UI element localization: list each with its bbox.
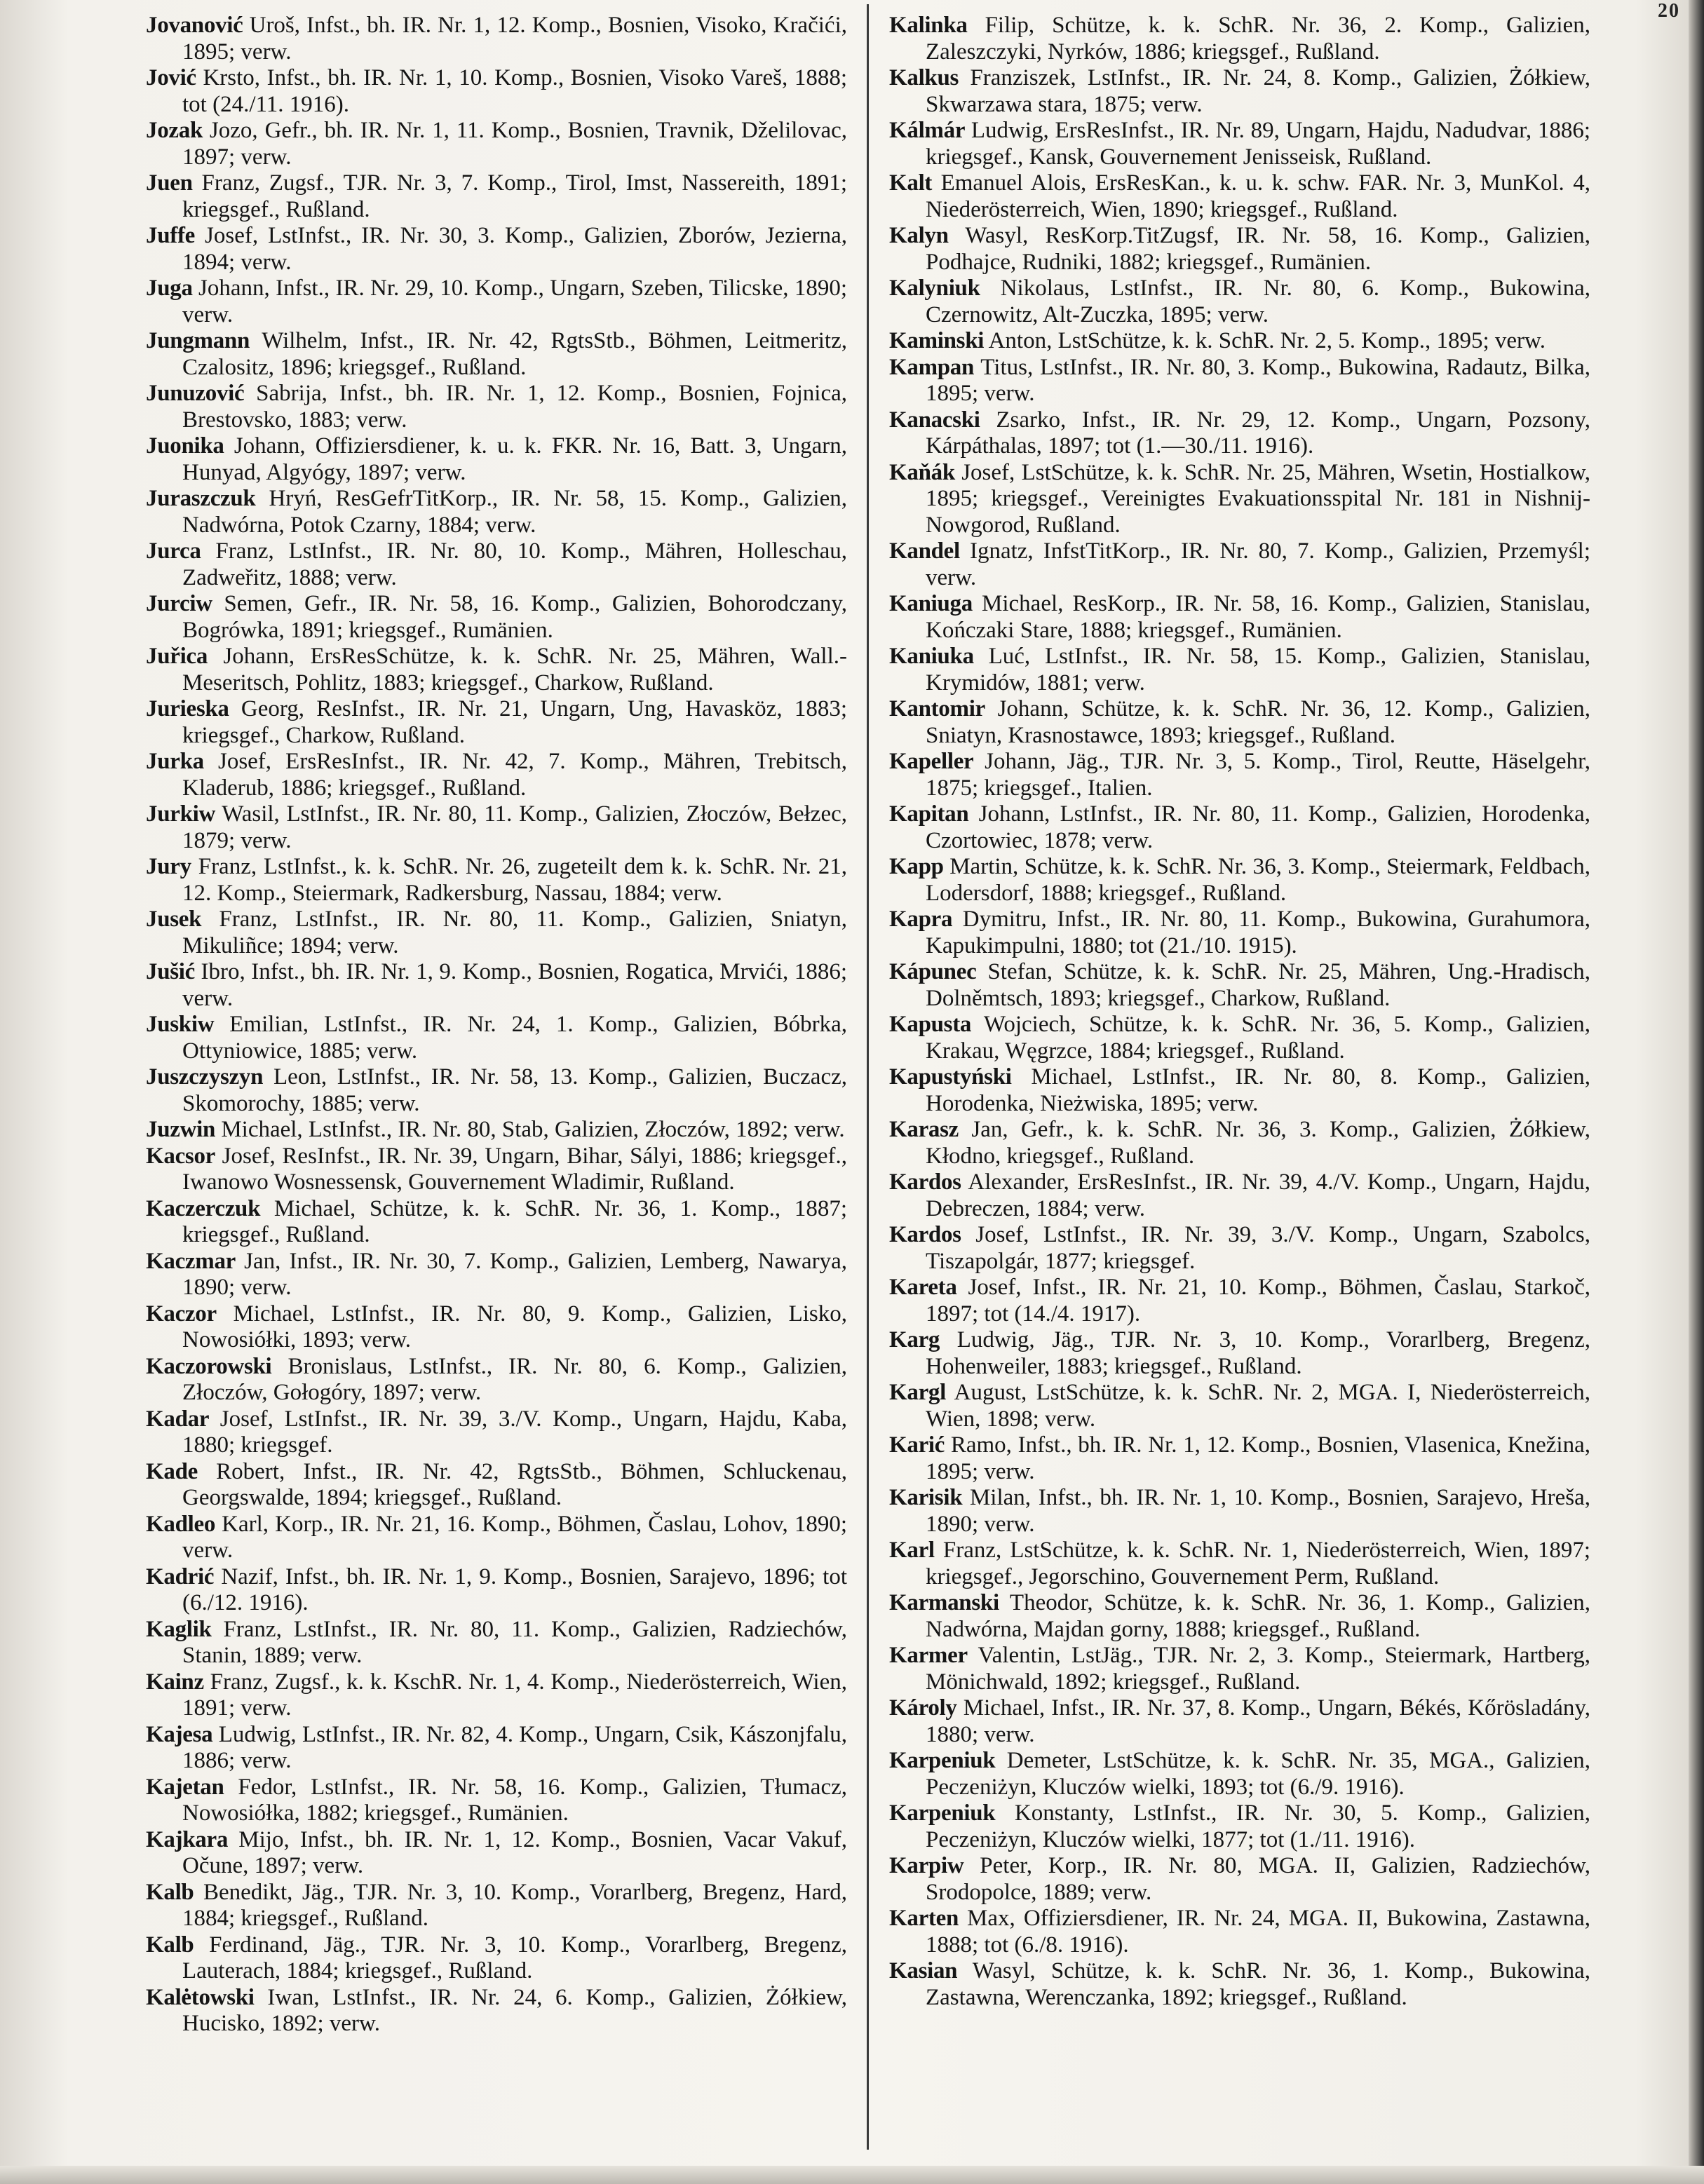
casualty-entry	[146, 538, 847, 591]
entry-details: Titus, LstInfst., IR. Nr. 80, 3. Komp., Bukowina, Radautz, Bilka, 1895; verw.	[926, 354, 1590, 406]
entry-surname: Kaminski	[889, 328, 985, 353]
entry-surname: Jusek	[146, 907, 202, 932]
casualty-entry	[889, 1695, 1590, 1748]
entry-details: Michael, Infst., IR. Nr. 37, 8. Komp., Ungarn, Békés, Kőrösladány, 1880; verw.	[926, 1695, 1590, 1747]
entry-details: Johann, LstInfst., IR. Nr. 80, 11. Komp., Galizien, Horodenka, Czortowiec, 1878; verw.	[926, 801, 1590, 853]
column-divider	[867, 4, 869, 2150]
casualty-entry	[889, 13, 1590, 65]
entry-surname: Kalyn	[889, 223, 949, 248]
entry-surname: Kalkus	[889, 65, 959, 90]
entry-details: Nikolaus, LstInfst., IR. Nr. 80, 6. Komp., Bukowina, Czernowitz, Alt-Zuczka, 1895; verw.	[926, 276, 1590, 327]
entry-details: Ludwig, LstInfst., IR. Nr. 82, 4. Komp., Ungarn, Csik, Kászonjfalu, 1886; verw.	[182, 1721, 847, 1773]
casualty-entry	[146, 1617, 847, 1669]
casualty-entry	[889, 65, 1590, 118]
entry-details: Franz, LstSchütze, k. k. SchR. Nr. 1, Niederösterreich, Wien, 1897; kriegsgef., Jegorschino, Gouvernement Perm, Rußland.	[926, 1538, 1590, 1589]
casualty-entry	[146, 223, 847, 276]
entry-details: Johann, Offiziersdiener, k. u. k. FKR. Nr. 16, Batt. 3, Ungarn, Hunyad, Algyógy, 1897; verw.	[182, 433, 847, 485]
casualty-entry	[889, 749, 1590, 801]
casualty-entry	[889, 1012, 1590, 1064]
casualty-entry	[889, 355, 1590, 407]
entry-surname: Karisik	[889, 1485, 963, 1510]
casualty-entry	[146, 854, 847, 907]
casualty-entry	[889, 1222, 1590, 1275]
casualty-entry	[146, 1144, 847, 1196]
entry-details: Emilian, LstInfst., IR. Nr. 24, 1. Komp., Galizien, Bóbrka, Ottyniowice, 1885; verw.	[182, 1012, 847, 1064]
entry-surname: Karpeniuk	[889, 1800, 996, 1826]
entry-surname: Kapitan	[889, 801, 969, 827]
entry-surname: Kadleo	[146, 1511, 216, 1537]
entry-surname: Kaglik	[146, 1616, 212, 1642]
casualty-entry	[146, 486, 847, 538]
entry-surname: Jurca	[146, 538, 201, 564]
entry-details: Wojciech, Schütze, k. k. SchR. Nr. 36, 5. Komp., Galizien, Krakau, Węgrzce, 1884; kriegsgef., Rußland.	[926, 1012, 1590, 1064]
casualty-entry	[889, 170, 1590, 223]
entry-details: Johann, Jäg., TJR. Nr. 3, 5. Komp., Tirol, Reutte, Häselgehr, 1875; kriegsgef., Italien.	[926, 749, 1590, 801]
entry-details: Filip, Schütze, k. k. SchR. Nr. 36, 2. Komp., Galizien, Zaleszczyki, Nyrków, 1886; kriegsgef., Rußland.	[926, 13, 1590, 65]
casualty-entry	[889, 644, 1590, 696]
entry-details: Franz, LstInfst., IR. Nr. 80, 10. Komp., Mähren, Holleschau, Zadweřitz, 1888; verw.	[182, 538, 847, 590]
entry-surname: Jurieska	[146, 696, 229, 721]
entry-surname: Kajesa	[146, 1721, 213, 1747]
entry-details: Ludwig, Jäg., TJR. Nr. 3, 10. Komp., Vorarlberg, Bregenz, Hohenweiler, 1883; kriegsgef., Rußland.	[926, 1327, 1590, 1379]
casualty-entry	[889, 1275, 1590, 1327]
casualty-entry	[889, 1800, 1590, 1853]
entry-surname: Kapp	[889, 854, 944, 879]
entry-surname: Kardos	[889, 1169, 961, 1195]
casualty-entry	[889, 1538, 1590, 1590]
entry-details: Theodor, Schütze, k. k. SchR. Nr. 36, 1. Komp., Galizien, Nadwórna, Majdan gorny, 1888; kriegsgef., Rußland.	[926, 1590, 1590, 1642]
casualty-entry	[146, 1827, 847, 1880]
entry-surname: Kalėtowski	[146, 1984, 255, 2010]
entry-details: Jozo, Gefr., bh. IR. Nr. 1, 11. Komp., Bosnien, Travnik, Dželilovac, 1897; verw.	[182, 118, 847, 170]
entry-details: Leon, LstInfst., IR. Nr. 58, 13. Komp., Galizien, Buczacz, Skomorochy, 1885; verw.	[182, 1064, 847, 1116]
entry-details: Josef, LstInfst., IR. Nr. 39, 3./V. Komp., Ungarn, Hajdu, Kaba, 1880; kriegsgef.	[182, 1406, 847, 1458]
casualty-entry	[146, 1985, 847, 2037]
casualty-entry	[889, 1169, 1590, 1222]
entry-details: Josef, Infst., IR. Nr. 21, 10. Komp., Böhmen, Časlau, Starkoč, 1897; tot (14./4. 1917).	[926, 1275, 1590, 1327]
casualty-entry	[889, 1748, 1590, 1800]
casualty-entry	[889, 1380, 1590, 1432]
entry-surname: Kalinka	[889, 13, 968, 38]
casualty-entry	[889, 328, 1590, 355]
entry-surname: Kaniuga	[889, 591, 973, 616]
casualty-entry	[146, 328, 847, 381]
entry-details: Johann, ErsResSchütze, k. k. SchR. Nr. 25, Mähren, Wall.-Meseritsch, Pohlitz, 1883; kriegsgef., Charkow, Rußland.	[182, 644, 847, 696]
casualty-entry	[146, 1012, 847, 1064]
entry-details: Josef, ErsResInfst., IR. Nr. 42, 7. Komp., Mähren, Trebitsch, Kladerub, 1886; kriegsgef., Rußland.	[182, 749, 847, 801]
entry-details: Franz, LstInfst., IR. Nr. 80, 11. Komp., Galizien, Radziechów, Stanin, 1889; verw.	[182, 1616, 847, 1668]
entry-surname: Kasian	[889, 1958, 958, 1983]
entry-surname: Jurciw	[146, 591, 212, 616]
casualty-entry	[146, 1301, 847, 1354]
casualty-entry	[889, 1958, 1590, 2011]
casualty-entry	[146, 1669, 847, 1722]
casualty-entry	[146, 907, 847, 959]
entry-surname: Jušić	[146, 959, 196, 984]
casualty-entry	[889, 959, 1590, 1012]
entry-details: Franz, Zugsf., TJR. Nr. 3, 7. Komp., Tirol, Imst, Nassereith, 1891; kriegsgef., Rußland.	[182, 170, 847, 222]
entry-surname: Kanacski	[889, 407, 980, 433]
entry-surname: Juzwin	[146, 1117, 216, 1142]
casualty-entry	[146, 1196, 847, 1249]
casualty-entry	[889, 854, 1590, 907]
entry-details: Valentin, LstJäg., TJR. Nr. 2, 3. Komp., Steiermark, Hartberg, Mönichwald, 1892; kriegsgef., Rußland.	[926, 1643, 1590, 1695]
entry-surname: Juonika	[146, 433, 224, 459]
entry-surname: Kalb	[146, 1932, 194, 1958]
entry-surname: Kapeller	[889, 749, 974, 774]
casualty-entry	[889, 1590, 1590, 1643]
casualty-entry	[889, 1906, 1590, 1958]
entry-surname: Juraszczuk	[146, 486, 256, 511]
entry-surname: Juskiw	[146, 1012, 215, 1037]
casualty-entry	[146, 1775, 847, 1827]
entry-surname: Kantomir	[889, 696, 985, 721]
entry-details: Emanuel Alois, ErsResKan., k. u. k. schw. FAR. Nr. 3, MunKol. 4, Niederösterreich, Wien, 1890; kriegsgef., Rußland.	[926, 170, 1590, 222]
casualty-entry	[146, 433, 847, 486]
entry-details: Michael, LstInfst., IR. Nr. 80, 8. Komp., Galizien, Horodenka, Nieżwiska, 1895; verw.	[926, 1064, 1590, 1116]
casualty-entry	[889, 1485, 1590, 1538]
entry-details: Josef, LstInfst., IR. Nr. 30, 3. Komp., Galizien, Zborów, Jezierna, 1894; verw.	[182, 223, 847, 275]
entry-surname: Karić	[889, 1432, 945, 1458]
page-number: 20	[1658, 0, 1680, 22]
entry-surname: Kaczerczuk	[146, 1195, 261, 1221]
entry-surname: Kaňák	[889, 459, 955, 485]
entry-details: Franziszek, LstInfst., IR. Nr. 24, 8. Komp., Galizien, Żółkiew, Skwarzawa stara, 1875; verw.	[926, 65, 1590, 117]
entry-surname: Kade	[146, 1458, 198, 1484]
casualty-entry	[146, 170, 847, 223]
casualty-entry	[889, 1643, 1590, 1695]
entry-details: Sabrija, Infst., bh. IR. Nr. 1, 12. Komp., Bosnien, Fojnica, Brestovsko, 1883; verw.	[182, 381, 847, 433]
entry-details: Ignatz, InfstTitKorp., IR. Nr. 80, 7. Komp., Galizien, Przemyśl; verw.	[926, 538, 1590, 590]
casualty-entry	[146, 1117, 847, 1144]
page-edge-shadow	[1689, 0, 1704, 2184]
entry-details: Jan, Infst., IR. Nr. 30, 7. Komp., Galizien, Lemberg, Nawarya, 1890; verw.	[182, 1248, 847, 1300]
entry-surname: Jurka	[146, 749, 204, 774]
entry-details: Josef, LstInfst., IR. Nr. 39, 3./V. Komp., Ungarn, Szabolcs, Tiszapolgár, 1877; kriegsgef.	[926, 1222, 1590, 1274]
entry-surname: Kaniuka	[889, 644, 974, 669]
entry-details: Luć, LstInfst., IR. Nr. 58, 15. Komp., Galizien, Stanislau, Krymidów, 1881; verw.	[926, 644, 1590, 696]
casualty-entry	[146, 644, 847, 696]
entry-surname: Kalt	[889, 170, 933, 196]
entry-surname: Kajkara	[146, 1826, 229, 1852]
entry-details: August, LstSchütze, k. k. SchR. Nr. 2, MGA. I, Niederösterreich, Wien, 1898; verw.	[926, 1380, 1590, 1432]
casualty-entry	[146, 1564, 847, 1617]
entry-details: Ibro, Infst., bh. IR. Nr. 1, 9. Komp., Bosnien, Rogatica, Mrvići, 1886; verw.	[182, 959, 847, 1011]
casualty-entry	[146, 1354, 847, 1406]
entry-surname: Jovanović	[146, 13, 243, 38]
entry-details: Demeter, LstSchütze, k. k. SchR. Nr. 35, MGA., Galizien, Peczeniżyn, Kluczów wielki, 1893; tot (6./9. 1916).	[926, 1748, 1590, 1800]
casualty-entry	[146, 118, 847, 170]
entry-surname: Jungmann	[146, 328, 250, 353]
casualty-entry	[146, 1459, 847, 1512]
casualty-entry	[889, 276, 1590, 328]
entry-details: Ludwig, ErsResInfst., IR. Nr. 89, Ungarn, Hajdu, Nadudvar, 1886; kriegsgef., Kansk, Gouvernement Jenisseisk, Rußland.	[926, 118, 1590, 170]
entry-details: Michael, Schütze, k. k. SchR. Nr. 36, 1. Komp., 1887; kriegsgef., Rußland.	[182, 1195, 847, 1247]
entry-surname: Jozak	[146, 118, 203, 143]
entry-details: Johann, Infst., IR. Nr. 29, 10. Komp., Ungarn, Szeben, Tilicske, 1890; verw.	[182, 276, 847, 327]
casualty-entry	[146, 1064, 847, 1117]
entry-surname: Kápunec	[889, 959, 977, 984]
entry-details: Michael, LstInfst., IR. Nr. 80, 9. Komp., Galizien, Lisko, Nowosiółki, 1893; verw.	[182, 1301, 847, 1352]
entry-details: Hryń, ResGefrTitKorp., IR. Nr. 58, 15. Komp., Galizien, Nadwórna, Potok Czarny, 1884; verw.	[182, 486, 847, 538]
casualty-entry	[889, 460, 1590, 539]
entry-surname: Karasz	[889, 1117, 959, 1142]
entry-details: Fedor, LstInfst., IR. Nr. 58, 16. Komp., Galizien, Tłumacz, Nowosiółka, 1882; kriegsgef., Rumänien.	[182, 1774, 847, 1826]
entry-surname: Kareta	[889, 1275, 957, 1300]
casualty-entry	[146, 749, 847, 801]
entry-surname: Kapra	[889, 907, 953, 932]
entry-surname: Kapusta	[889, 1012, 972, 1037]
entry-details: Max, Offiziersdiener, IR. Nr. 24, MGA. II, Bukowina, Zastawna, 1888; tot (6./8. 1916).	[926, 1906, 1590, 1958]
entry-surname: Kainz	[146, 1669, 204, 1695]
entry-details: Stefan, Schütze, k. k. SchR. Nr. 25, Mähren, Ung.-Hradisch, Dolněmtsch, 1893; kriegsgef., Charkow, Rußland.	[926, 959, 1590, 1011]
entry-surname: Juen	[146, 170, 193, 196]
casualty-entry	[146, 1512, 847, 1564]
entry-details: Semen, Gefr., IR. Nr. 58, 16. Komp., Galizien, Bohorodczany, Bogrówka, 1891; kriegsgef., Rumänien.	[182, 591, 847, 643]
casualty-entry	[146, 381, 847, 433]
entry-details: Ramo, Infst., bh. IR. Nr. 1, 12. Komp., Bosnien, Vlasenica, Knežina, 1895; verw.	[926, 1432, 1590, 1484]
entry-surname: Károly	[889, 1695, 957, 1721]
entry-surname: Kampan	[889, 354, 975, 380]
page-bottom-edge	[0, 2166, 1704, 2184]
entry-details: Mijo, Infst., bh. IR. Nr. 1, 12. Komp., Bosnien, Vacar Vakuf, Očune, 1897; verw.	[182, 1826, 847, 1878]
entry-details: Uroš, Infst., bh. IR. Nr. 1, 12. Komp., Bosnien, Visoko, Kračići, 1895; verw.	[182, 13, 847, 65]
casualty-entry	[146, 591, 847, 644]
entry-surname: Kargl	[889, 1380, 946, 1405]
entry-surname: Juszczyszyn	[146, 1064, 264, 1090]
casualty-entry	[146, 1880, 847, 1932]
entry-details: Josef, ResInfst., IR. Nr. 39, Ungarn, Bihar, Sályi, 1886; kriegsgef., Iwanowo Wosnessensk, Gouvernement Wladimir, Rußland.	[182, 1143, 847, 1195]
entry-surname: Kandel	[889, 538, 960, 564]
casualty-entry	[146, 959, 847, 1012]
entry-surname: Juffe	[146, 223, 195, 248]
entry-surname: Karl	[889, 1538, 935, 1563]
entry-details: Robert, Infst., IR. Nr. 42, RgtsStb., Böhmen, Schluckenau, Georgswalde, 1894; kriegsgef., Rußland.	[182, 1458, 847, 1510]
entry-details: Franz, LstInfst., IR. Nr. 80, 11. Komp., Galizien, Sniatyn, Mikuliñce; 1894; verw.	[182, 907, 847, 958]
entry-details: Wasyl, ResKorp.TitZugsf, IR. Nr. 58, 16. Komp., Galizien, Podhajce, Rudniki, 1882; kriegsgef., Rumänien.	[926, 223, 1590, 275]
entry-details: Dymitru, Infst., IR. Nr. 80, 11. Komp., Bukowina, Gurahumora, Kapukimpulni, 1880; tot (21./10. 1915).	[926, 907, 1590, 958]
entry-details: Josef, LstSchütze, k. k. SchR. Nr. 25, Mähren, Wsetin, Hostialkow, 1895; kriegsgef., Vereinigtes Evakuationsspital Nr. 181 in Nishnij-Nowgorod, Rußland.	[926, 459, 1590, 538]
casualty-entry	[889, 538, 1590, 591]
entry-details: Michael, LstInfst., IR. Nr. 80, Stab, Galizien, Złoczów, 1892; verw.	[215, 1117, 845, 1142]
entry-details: Johann, Schütze, k. k. SchR. Nr. 36, 12. Komp., Galizien, Sniatyn, Krasnostawce, 1893; kriegsgef., Rußland.	[926, 696, 1590, 748]
entry-surname: Karten	[889, 1906, 959, 1931]
entry-details: Ferdinand, Jäg., TJR. Nr. 3, 10. Komp., Vorarlberg, Bregenz, Lauterach, 1884; kriegsgef., Rußland.	[182, 1932, 847, 1983]
entry-surname: Jury	[146, 854, 191, 879]
entry-details: Alexander, ErsResInfst., IR. Nr. 39, 4./V. Komp., Ungarn, Hajdu, Debreczen, 1884; verw.	[926, 1169, 1590, 1221]
entry-surname: Kaczorowski	[146, 1353, 272, 1379]
entry-details: Milan, Infst., bh. IR. Nr. 1, 10. Komp., Bosnien, Sarajevo, Hreša, 1890; verw.	[926, 1485, 1590, 1537]
entry-details: Bronislaus, LstInfst., IR. Nr. 80, 6. Komp., Galizien, Złoczów, Gołogóry, 1897; verw.	[182, 1353, 847, 1405]
casualty-entry	[889, 591, 1590, 644]
entry-surname: Kajetan	[146, 1774, 224, 1800]
left-column	[146, 13, 847, 2156]
entry-surname: Kapustyński	[889, 1064, 1012, 1090]
entry-surname: Karg	[889, 1327, 940, 1352]
entry-details: Jan, Gefr., k. k. SchR. Nr. 36, 3. Komp., Galizien, Żółkiew, Kłodno, kriegsgef., Rußland.	[926, 1117, 1590, 1169]
entry-details: Nazif, Infst., bh. IR. Nr. 1, 9. Komp., Bosnien, Sarajevo, 1896; tot (6./12. 1916).	[182, 1564, 847, 1615]
entry-details: Krsto, Infst., bh. IR. Nr. 1, 10. Komp., Bosnien, Visoko Vareš, 1888; tot (24./11. 1916).	[182, 65, 847, 117]
entry-details: Iwan, LstInfst., IR. Nr. 24, 6. Komp., Galizien, Żółkiew, Hucisko, 1892; verw.	[182, 1984, 847, 2036]
casualty-entry	[889, 407, 1590, 460]
casualty-entry	[889, 118, 1590, 170]
casualty-entry	[146, 1249, 847, 1301]
entry-surname: Juga	[146, 276, 193, 301]
right-column	[889, 13, 1590, 2156]
entry-details: Anton, LstSchütze, k. k. SchR. Nr. 2, 5. Komp., 1895; verw.	[984, 328, 1546, 353]
entry-surname: Jović	[146, 65, 196, 90]
entry-details: Benedikt, Jäg., TJR. Nr. 3, 10. Komp., Vorarlberg, Bregenz, Hard, 1884; kriegsgef., Rußland.	[182, 1879, 847, 1931]
casualty-entry	[889, 801, 1590, 854]
entry-surname: Kardos	[889, 1222, 961, 1247]
entry-surname: Kalb	[146, 1879, 194, 1905]
casualty-entry	[146, 1406, 847, 1459]
entry-details: Wasil, LstInfst., IR. Nr. 80, 11. Komp., Galizien, Złoczów, Bełzec, 1879; verw.	[182, 801, 847, 853]
entry-details: Peter, Korp., IR. Nr. 80, MGA. II, Galizien, Radziechów, Srodopolce, 1889; verw.	[926, 1853, 1590, 1905]
entry-surname: Karpiw	[889, 1853, 964, 1878]
entry-surname: Juřica	[146, 644, 208, 669]
entry-details: Zsarko, Infst., IR. Nr. 29, 12. Komp., Ungarn, Pozsony, Kárpáthalas, 1897; tot (1.—30./11. 1916).	[926, 407, 1590, 459]
entry-details: Karl, Korp., IR. Nr. 21, 16. Komp., Böhmen, Časlau, Lohov, 1890; verw.	[182, 1511, 847, 1563]
entry-details: Wasyl, Schütze, k. k. SchR. Nr. 36, 1. Komp., Bukowina, Zastawna, Werenczanka, 1892; kriegsgef., Rußland.	[926, 1958, 1590, 2010]
entry-details: Franz, LstInfst., k. k. SchR. Nr. 26, zugeteilt dem k. k. SchR. Nr. 21, 12. Komp., Steiermark, Radkersburg, Nassau, 1884; verw.	[182, 854, 847, 906]
entry-surname: Kalyniuk	[889, 276, 980, 301]
casualty-entry	[146, 1932, 847, 1985]
casualty-entry	[889, 907, 1590, 959]
entry-surname: Kaczmar	[146, 1248, 236, 1274]
entry-surname: Kadrić	[146, 1564, 215, 1589]
casualty-entry	[889, 1853, 1590, 1906]
casualty-entry	[889, 1432, 1590, 1485]
entry-surname: Karmanski	[889, 1590, 999, 1615]
casualty-entry	[889, 1064, 1590, 1117]
entry-surname: Karmer	[889, 1643, 968, 1668]
casualty-entry	[146, 1722, 847, 1775]
casualty-entry	[146, 801, 847, 854]
casualty-entry	[146, 13, 847, 65]
casualty-entry	[889, 1327, 1590, 1380]
casualty-entry	[889, 1117, 1590, 1169]
entry-details: Wilhelm, Infst., IR. Nr. 42, RgtsStb., Böhmen, Leitmeritz, Czalositz, 1896; kriegsgef., Rußland.	[182, 328, 847, 380]
entry-details: Martin, Schütze, k. k. SchR. Nr. 36, 3. Komp., Steiermark, Feldbach, Lodersdorf, 1888; kriegsgef., Rußland.	[926, 854, 1590, 906]
entry-details: Georg, ResInfst., IR. Nr. 21, Ungarn, Ung, Havasköz, 1883; kriegsgef., Charkow, Rußland.	[182, 696, 847, 748]
casualty-entry	[146, 276, 847, 328]
entry-surname: Kadar	[146, 1406, 210, 1432]
entry-surname: Kaczor	[146, 1301, 217, 1327]
casualty-entry	[889, 223, 1590, 276]
entry-surname: Kálmár	[889, 118, 966, 143]
casualty-entry	[146, 696, 847, 749]
entry-surname: Karpeniuk	[889, 1748, 996, 1773]
entry-details: Konstanty, LstInfst., IR. Nr. 30, 5. Komp., Galizien, Peczeniżyn, Kluczów wielki, 1877; tot (1./11. 1916).	[926, 1800, 1590, 1852]
entry-details: Michael, ResKorp., IR. Nr. 58, 16. Komp., Galizien, Stanislau, Kończaki Stare, 1888; kriegsgef., Rumänien.	[926, 591, 1590, 643]
entry-surname: Junuzović	[146, 381, 245, 406]
entry-surname: Kacsor	[146, 1143, 216, 1169]
entry-details: Franz, Zugsf., k. k. KschR. Nr. 1, 4. Komp., Niederösterreich, Wien, 1891; verw.	[182, 1669, 847, 1721]
casualty-entry	[889, 696, 1590, 749]
entry-surname: Jurkiw	[146, 801, 216, 827]
casualty-entry	[146, 65, 847, 118]
